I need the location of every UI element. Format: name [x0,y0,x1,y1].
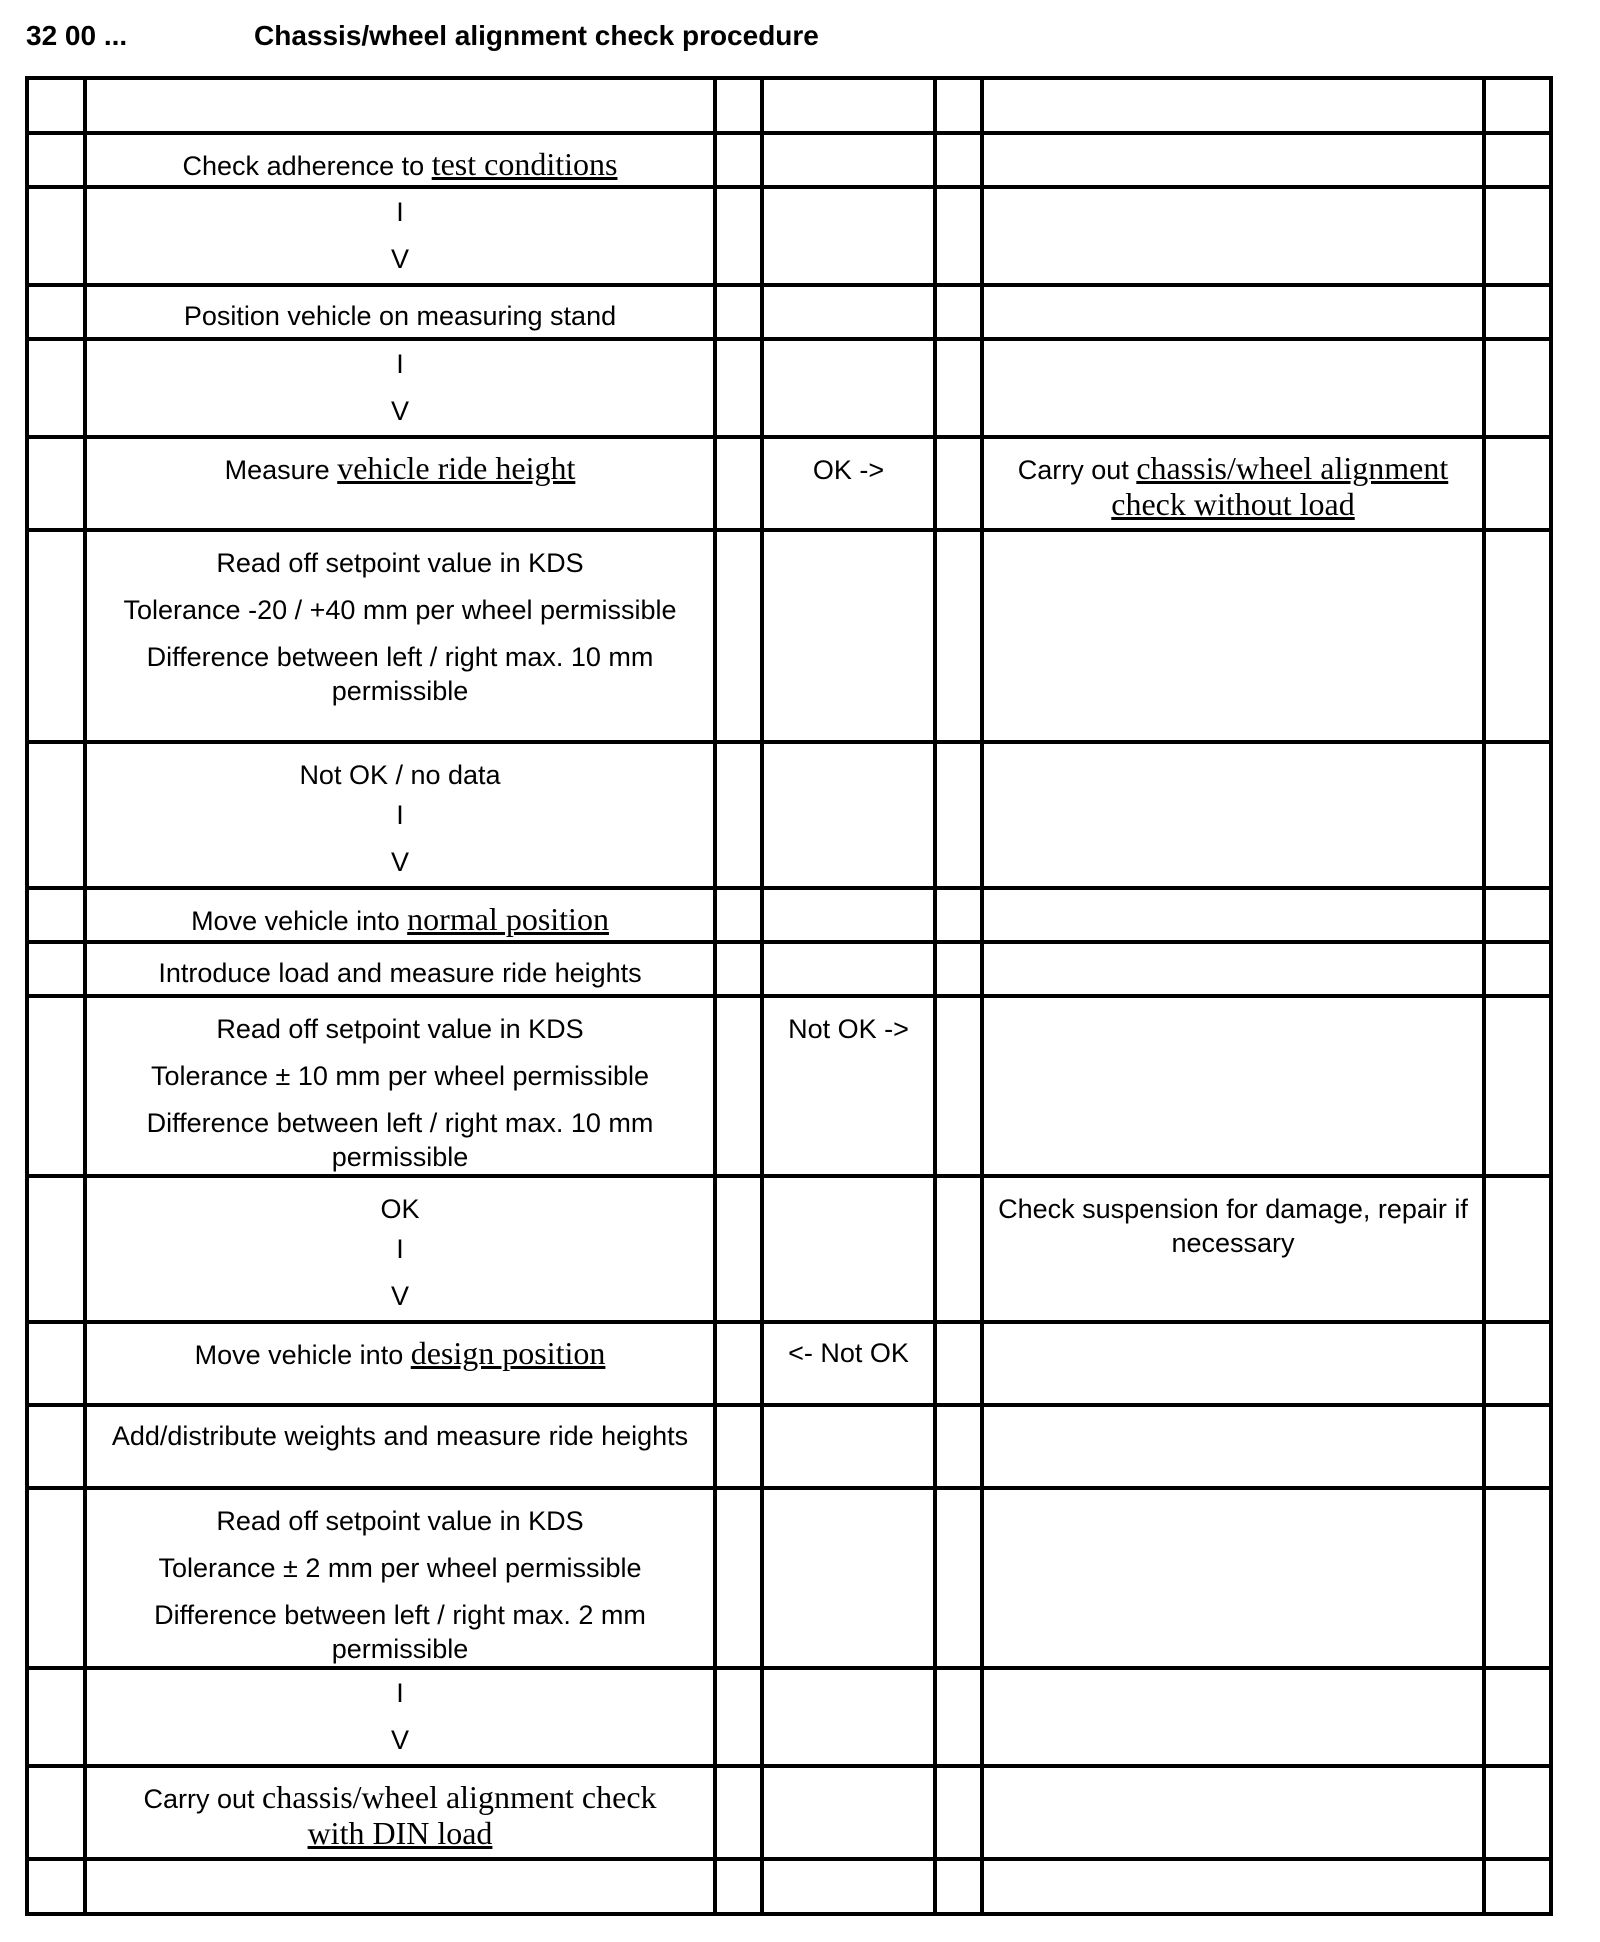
step-label: Check adherence to [182,151,432,181]
step-ok [85,1176,715,1322]
action-check-suspension: Check suspension for damage, repair if necessary [982,1176,1484,1322]
section-code: 32 00 ... [26,20,128,51]
step-label: Carry out [143,1784,262,1814]
table-row [27,1668,1551,1766]
arrow-bar: I [396,800,404,830]
step-normal-position [85,888,715,942]
table-row [27,1405,1551,1488]
table-row [27,1859,1551,1914]
flow-arrow [85,1668,715,1766]
setpoint-line: Read off setpoint value in KDS [216,1506,584,1536]
result-ok: OK -> [762,437,935,530]
flow-arrow [85,339,715,437]
setpoint-line: Read off setpoint value in KDS [216,548,584,578]
step-label-serif: chassis/wheel alignment check [262,1779,657,1815]
arrow-head: V [390,244,409,274]
normal-position-link[interactable]: normal position [407,901,609,937]
step-label: Measure [224,455,338,485]
tolerance-line: Tolerance ± 2 mm per wheel permissible [158,1553,642,1583]
table-row [27,1766,1551,1859]
table-row [27,1176,1551,1322]
result-not-ok-right: Not OK -> [762,996,935,1176]
action-without-load [982,437,1484,530]
difference-line: Difference between left / right max. 2 mm permissible [154,1600,646,1664]
step-setpoint-tolerance-10 [85,996,715,1176]
step-not-ok-no-data [85,742,715,888]
difference-line: Difference between left / right max. 10 mm permissible [146,642,654,706]
arrow-head: V [390,1281,409,1311]
table-row [27,339,1551,437]
difference-line: Difference between left / right max. 10 mm permissible [146,1108,654,1172]
table-row [27,530,1551,742]
table-row [27,285,1551,339]
step-label: Move vehicle into [194,1340,411,1370]
table-row [27,133,1551,187]
arrow-bar: I [396,349,404,379]
step-position-vehicle: Position vehicle on measuring stand [85,285,715,339]
action-label: Carry out [1017,455,1137,485]
page-title: Chassis/wheel alignment check procedure [254,20,819,51]
step-introduce-load: Introduce load and measure ride heights [85,942,715,996]
table-row [27,187,1551,285]
branch-label: OK [380,1194,420,1224]
step-setpoint-tolerance-20-40 [85,530,715,742]
arrow-head: V [390,847,409,877]
flow-arrow [85,187,715,285]
tolerance-line: Tolerance -20 / +40 mm per wheel permissible [123,595,677,625]
check-without-load-link[interactable]: chassis/wheel alignment check without load [1111,450,1449,522]
arrow-bar: I [396,1678,404,1708]
step-setpoint-tolerance-2 [85,1488,715,1668]
step-check-test-conditions [85,133,715,187]
design-position-link[interactable]: design position [410,1335,606,1371]
step-measure-ride-height [85,437,715,530]
arrow-bar: I [396,197,404,227]
tolerance-line: Tolerance ± 10 mm per wheel permissible [150,1061,650,1091]
branch-label: Not OK / no data [299,760,501,790]
vehicle-ride-height-link[interactable]: vehicle ride height [337,450,576,486]
table-row [27,1322,1551,1405]
table-row [27,888,1551,942]
arrow-head: V [390,396,409,426]
table-row [27,1488,1551,1668]
arrow-head: V [390,1725,409,1755]
test-conditions-link[interactable]: test conditions [431,146,618,182]
table-row [27,437,1551,530]
table-row [27,942,1551,996]
procedure-table [25,76,1553,1916]
arrow-bar: I [396,1234,404,1264]
table-row [27,996,1551,1176]
setpoint-line: Read off setpoint value in KDS [216,1014,584,1044]
result-not-ok-left: <- Not OK [762,1322,935,1405]
din-load-link[interactable]: with DIN load [307,1815,493,1851]
step-label: Move vehicle into [191,906,408,936]
page-header [26,16,1526,56]
step-din-load [85,1766,715,1859]
table-row [27,742,1551,888]
table-row [27,78,1551,133]
step-design-position [85,1322,715,1405]
step-add-weights: Add/distribute weights and measure ride heights [85,1405,715,1488]
